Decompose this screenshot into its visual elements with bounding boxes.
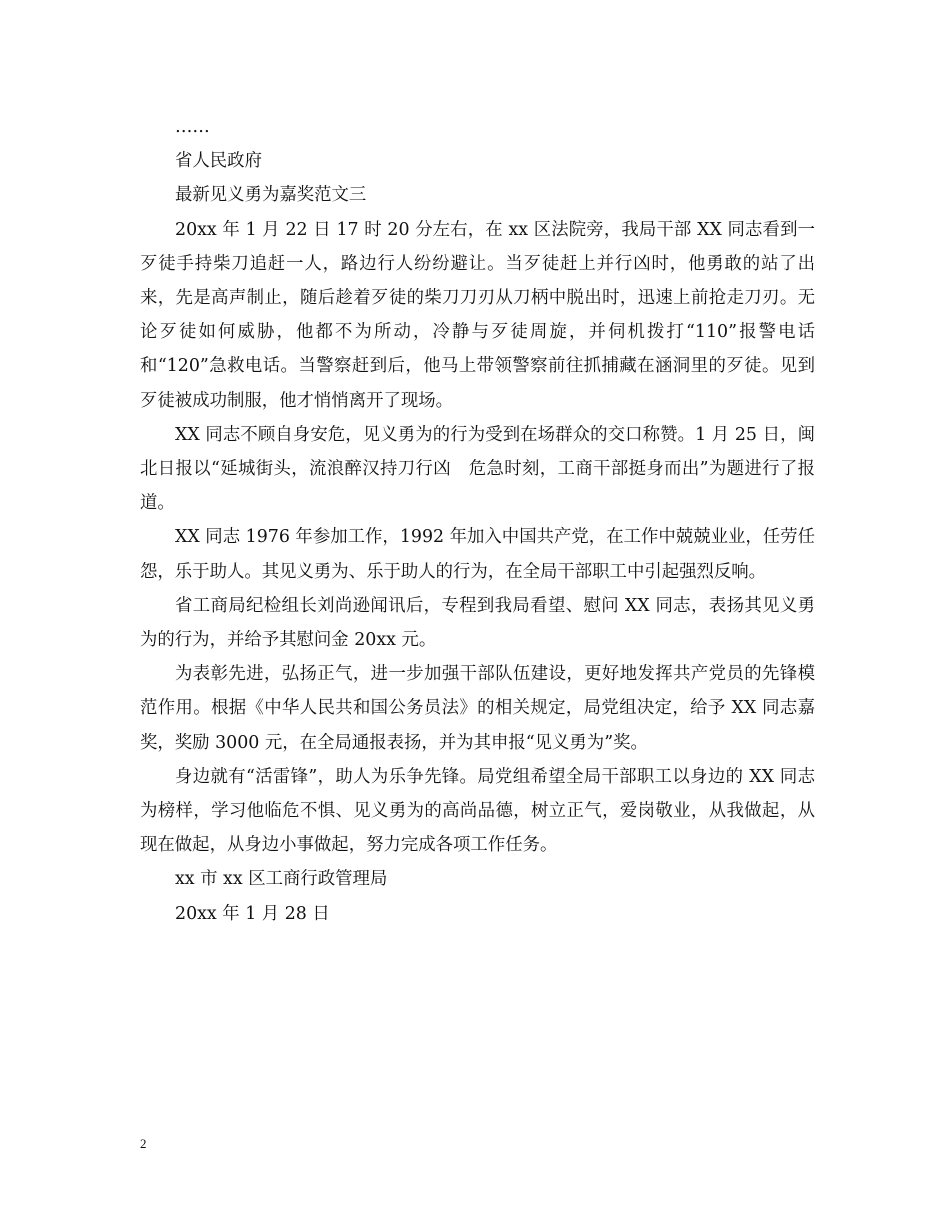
paragraph-incident: 20xx 年 1 月 22 日 17 时 20 分左右，在 xx 区法院旁，我局干部 XX 同志看到一歹徒手持柴刀追赶一人，路边行人纷纷避让。当歹徒赶上并行凶时，他勇敢的站了出来，先是高声制止，随后趁着歹徒的柴刀刀刃从刀柄中脱出时，迅速上前抢走刀刃。无论歹徒如何威胁，他都不为所动，冷静与歹徒周旋，并伺机拨打“110”报警电话和“120”急救电话。当警察赶到后，他马上带领警察前往抓捕藏在涵洞里的歹徒。见到歹徒被成功制服，他才悄悄离开了现场。: [140, 219, 815, 411]
recipient-line: 省人民政府: [175, 151, 262, 172]
document-body: [140, 110, 815, 931]
paragraph-award-decision: 为表彰先进，弘扬正气，进一步加强干部队伍建设，更好地发挥共产党员的先锋模范作用。根据《中华人民共和国公务员法》的相关规定，局党组决定，给予 XX 同志嘉奖，奖励 3000 元，在全局通报表扬，并为其申报“见义勇为”奖。: [140, 664, 815, 753]
paragraph-call-to-action: 身边就有“活雷锋”，助人为乐争先锋。局党组希望全局干部职工以身边的 XX 同志为榜样，学习他临危不惧、见义勇为的高尚品德，树立正气，爱岗敬业，从我做起，从现在做起，从身边小事做起，努力完成各项工作任务。: [140, 766, 815, 856]
document-title: 最新见义勇为嘉奖范文三: [175, 185, 367, 206]
paragraph-visit: 省工商局纪检组长刘尚逊闻讯后，专程到我局看望、慰问 XX 同志，表扬其见义勇为的行为，并给予其慰问金 20xx 元。: [140, 595, 815, 651]
signature-organization: xx 市 xx 区工商行政管理局: [175, 869, 388, 890]
paragraph-praise: XX 同志不顾自身安危，见义勇为的行为受到在场群众的交口称赞。1 月 25 日，闽北日报以“延城街头，流浪醉汉持刀行凶 危急时刻，工商干部挺身而出”为题进行了报道。: [140, 424, 815, 514]
page-number: 2: [140, 1136, 147, 1151]
signature-date: 20xx 年 1 月 28 日: [175, 903, 330, 924]
ellipsis-line: ……: [175, 117, 210, 137]
paragraph-background: XX 同志 1976 年参加工作，1992 年加入中国共产党，在工作中兢兢业业，任劳任怨，乐于助人。其见义勇为、乐于助人的行为，在全局干部职工中引起强烈反响。: [140, 527, 815, 582]
